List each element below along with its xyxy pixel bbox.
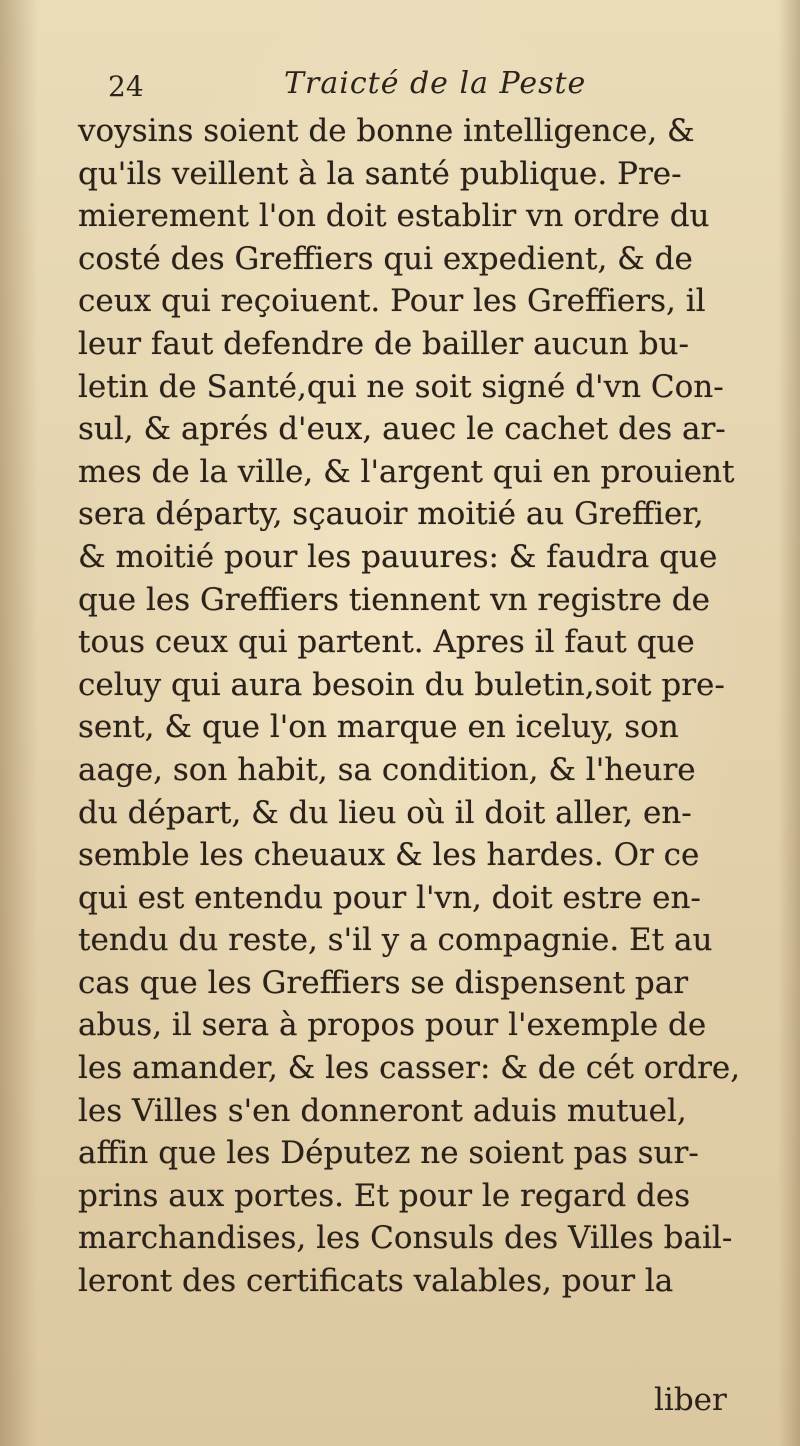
- text-line: mes de la ville, & l'argent qui en prouient: [78, 453, 735, 490]
- text-line: qu'ils veillent à la santé publique. Pre-: [78, 155, 682, 192]
- text-line: cas que les Greffiers se dispensent par: [78, 964, 689, 1001]
- page-edge-shadow: [778, 0, 800, 1446]
- text-line: tous ceux qui partent. Apres il faut que: [78, 624, 695, 661]
- page-header: [108, 66, 748, 110]
- text-line: & moitié pour les pauures: & faudra que: [78, 538, 718, 575]
- text-line: affin que les Députez ne soient pas sur-: [78, 1135, 699, 1172]
- text-line: tendu du reste, s'il y a compagnie. Et au: [78, 922, 713, 959]
- text-line: marchandises, les Consuls des Villes bail-: [78, 1220, 733, 1257]
- text-line: ceux qui reçoiuent. Pour les Greffiers, il: [78, 283, 706, 320]
- text-line: semble les cheuaux & les hardes. Or ce: [78, 837, 700, 874]
- text-line: sul, & aprés d'eux, auec le cachet des ar-: [78, 411, 726, 448]
- text-line: letin de Santé,qui ne soit signé d'vn Con-: [78, 368, 724, 405]
- text-line: du départ, & du lieu où il doit aller, en-: [78, 794, 692, 831]
- text-line: qui est entendu pour l'vn, doit estre en-: [78, 879, 701, 916]
- text-line: que les Greffiers tiennent vn registre de: [78, 581, 710, 618]
- catchword: liber: [654, 1382, 727, 1418]
- text-line: sent, & que l'on marque en iceluy, son: [78, 709, 679, 746]
- body-text: [78, 110, 758, 1303]
- text-line: les Villes s'en donneront aduis mutuel,: [78, 1092, 687, 1129]
- page-gutter-shadow: [0, 0, 38, 1446]
- text-line: prins aux portes. Et pour le regard des: [78, 1177, 691, 1214]
- text-line: leur faut defendre de bailler aucun bu-: [78, 325, 689, 362]
- page-number: 24: [108, 70, 144, 103]
- text-line: celuy qui aura besoin du buletin,soit pre-: [78, 666, 725, 703]
- text-line: les amander, & les casser: & de cét ordre,: [78, 1050, 741, 1087]
- text-line: mierement l'on doit establir vn ordre du: [78, 198, 710, 235]
- text-line: aage, son habit, sa condition, & l'heure: [78, 751, 696, 788]
- text-line: costé des Greffiers qui expedient, & de: [78, 240, 693, 277]
- running-title: Traicté de la Peste: [284, 66, 587, 101]
- text-line: sera départy, sçauoir moitié au Greffier,: [78, 496, 704, 533]
- text-line: voysins soient de bonne intelligence, &: [78, 113, 695, 149]
- text-line: abus, il sera à propos pour l'exemple de: [78, 1007, 707, 1044]
- text-line: leront des certificats valables, pour la: [78, 1263, 674, 1300]
